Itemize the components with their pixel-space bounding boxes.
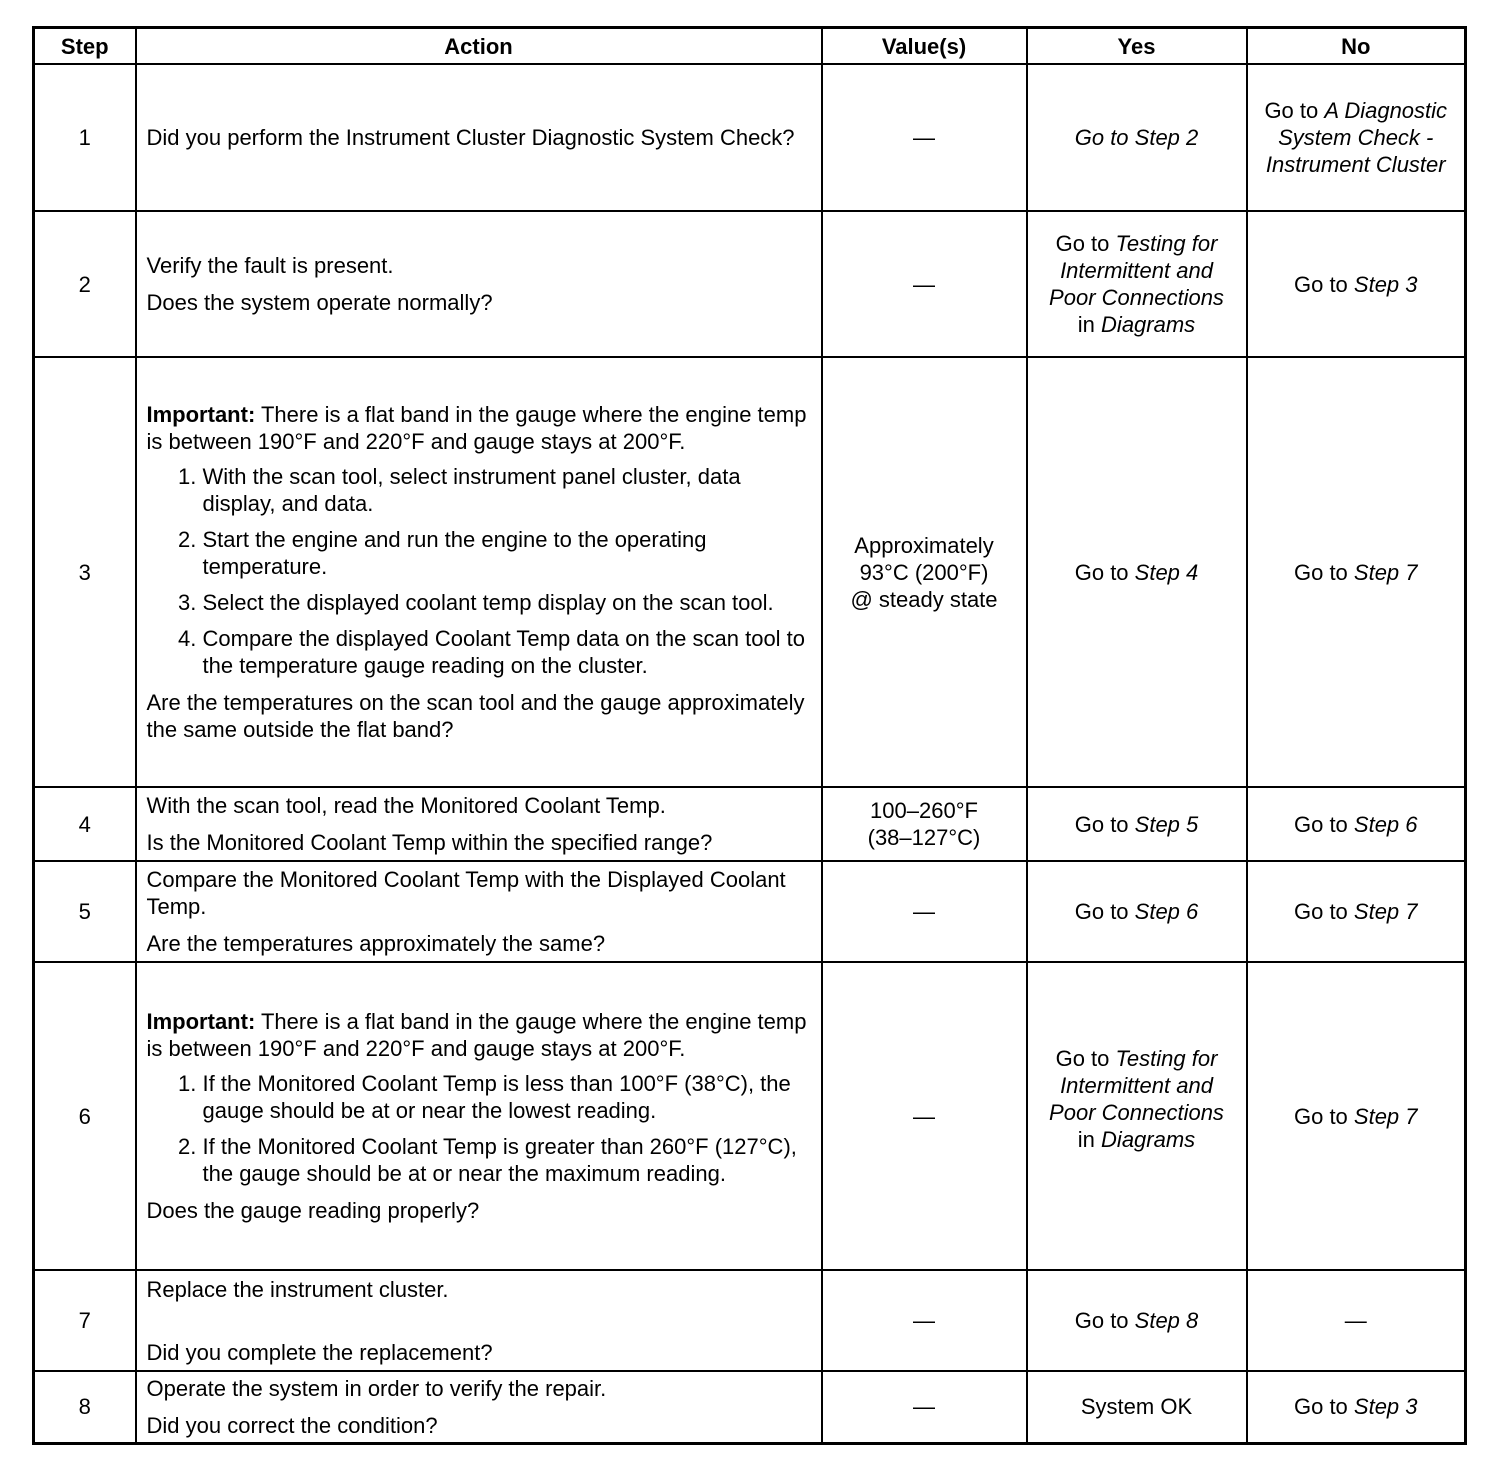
no-prefix: Go to — [1293, 271, 1354, 297]
action-cell — [136, 1371, 822, 1443]
important-note — [147, 1008, 811, 1062]
important-note — [147, 401, 811, 455]
value-cell: — — [822, 211, 1027, 357]
no-link[interactable]: Step 7 — [1353, 559, 1418, 585]
action-text: Compare the Monitored Coolant Temp with the Displayed Coolant Temp. — [146, 867, 786, 919]
action-question: Did you complete the replacement? — [146, 1339, 493, 1365]
step-number: 7 — [34, 1270, 136, 1371]
procedure-list — [147, 1070, 811, 1187]
no-prefix: Go to — [1293, 559, 1354, 585]
yes-link[interactable]: Testing for Intermittent and Poor Connections — [1049, 231, 1224, 310]
value-cell — [822, 787, 1027, 861]
important-label: Important: — [146, 1009, 256, 1034]
header-values: Value(s) — [822, 28, 1027, 65]
no-link[interactable]: Step 6 — [1353, 811, 1418, 837]
yes-prefix: Go to — [1074, 811, 1135, 837]
value-cell: — — [822, 64, 1027, 211]
no-cell — [1247, 861, 1466, 962]
value-cell: — — [822, 1371, 1027, 1443]
yes-mid: in — [1077, 312, 1102, 337]
yes-link[interactable]: Testing for Intermittent and Poor Connections — [1049, 1046, 1224, 1125]
table-row-step-3 — [34, 357, 1466, 787]
step-number: 4 — [34, 787, 136, 861]
header-no: No — [1247, 28, 1466, 65]
header-yes: Yes — [1027, 28, 1247, 65]
action-question: Are the temperatures approximately the same? — [146, 931, 606, 956]
procedure-list — [147, 463, 811, 679]
yes-cell — [1027, 861, 1247, 962]
no-prefix: Go to — [1293, 899, 1354, 924]
action-cell — [136, 64, 822, 211]
yes-cell — [1027, 787, 1247, 861]
action-text: Verify the fault is present. — [146, 253, 394, 278]
value-line: Approximately — [854, 532, 994, 558]
yes-cell — [1027, 1270, 1247, 1371]
yes-link[interactable]: Step 5 — [1134, 811, 1199, 837]
action-question: Is the Monitored Coolant Temp within the specified range? — [146, 830, 713, 855]
no-link[interactable]: A Diagnostic System Check - Instrument Cluster — [1265, 98, 1448, 177]
table-row-step-7 — [34, 1270, 1466, 1371]
table-row-step-8 — [34, 1371, 1466, 1443]
value-line: 100–260°F — [870, 798, 978, 823]
important-text: There is a flat band in the gauge where the engine temp is between 190°F and 220°F and gauge stays at 200°F. — [146, 402, 807, 454]
table-row-step-2 — [34, 211, 1466, 357]
step-number: 2 — [34, 211, 136, 357]
no-link[interactable]: Step 7 — [1353, 899, 1418, 924]
step-number: 8 — [34, 1371, 136, 1443]
no-prefix: Go to — [1293, 1394, 1354, 1420]
value-cell: — — [822, 1270, 1027, 1371]
step-number: 1 — [34, 64, 136, 211]
yes-prefix: Go to — [1074, 1308, 1135, 1333]
list-item: 4. Compare the displayed Coolant Temp data on the scan tool to the temperature gauge reading on the cluster. — [203, 625, 811, 679]
value-line: (38–127°C) — [867, 825, 981, 850]
yes-link[interactable]: Step 4 — [1134, 559, 1199, 585]
yes-link-diagrams[interactable]: Diagrams — [1101, 312, 1196, 337]
action-cell — [136, 211, 822, 357]
action-text: With the scan tool, read the Monitored Coolant Temp. — [146, 793, 666, 818]
yes-link[interactable]: Go to Step 2 — [1074, 125, 1199, 150]
no-cell — [1247, 787, 1466, 861]
yes-cell — [1027, 211, 1247, 357]
action-cell — [136, 861, 822, 962]
important-label: Important: — [146, 402, 256, 427]
header-row — [34, 28, 1466, 65]
step-number: 6 — [34, 962, 136, 1270]
no-cell — [1247, 211, 1466, 357]
list-item: 2. Start the engine and run the engine to the operating temperature. — [203, 526, 811, 580]
action-text: Operate the system in order to verify the repair. — [146, 1375, 607, 1401]
yes-mid: in — [1077, 1127, 1102, 1152]
important-text: There is a flat band in the gauge where the engine temp is between 190°F and 220°F and gauge stays at 200°F. — [146, 1009, 807, 1061]
value-cell: — — [822, 962, 1027, 1270]
yes-cell — [1027, 64, 1247, 211]
yes-prefix: Go to — [1055, 231, 1116, 256]
action-text: Replace the instrument cluster. — [146, 1276, 449, 1302]
no-cell — [1247, 1371, 1466, 1443]
yes-cell — [1027, 962, 1247, 1270]
yes-prefix: Go to — [1074, 899, 1135, 924]
no-cell — [1247, 357, 1466, 787]
yes-link[interactable]: Step 6 — [1134, 899, 1199, 924]
list-item: 3. Select the displayed coolant temp display on the scan tool. — [203, 589, 811, 616]
step-number: 3 — [34, 357, 136, 787]
action-question: Did you correct the condition? — [146, 1412, 438, 1438]
table-row-step-6 — [34, 962, 1466, 1270]
action-question: Does the gauge reading properly? — [146, 1198, 480, 1223]
no-link[interactable]: Step 7 — [1353, 1103, 1418, 1129]
no-cell — [1247, 962, 1466, 1270]
no-prefix: Go to — [1264, 98, 1325, 123]
list-item: 1. If the Monitored Coolant Temp is less than 100°F (38°C), the gauge should be at or near the lowest reading. — [203, 1070, 811, 1124]
header-step: Step — [34, 28, 136, 65]
action-cell — [136, 357, 822, 787]
table-row-step-5 — [34, 861, 1466, 962]
list-item: 2. If the Monitored Coolant Temp is greater than 260°F (127°C), the gauge should be at or near the maximum reading. — [203, 1133, 811, 1187]
no-prefix: Go to — [1293, 811, 1354, 837]
yes-link-diagrams[interactable]: Diagrams — [1101, 1127, 1196, 1152]
step-number: 5 — [34, 861, 136, 962]
value-cell: — — [822, 861, 1027, 962]
no-link[interactable]: Step 3 — [1353, 1394, 1418, 1420]
table-row-step-1 — [34, 64, 1466, 211]
no-cell: — — [1247, 1270, 1466, 1371]
yes-cell — [1027, 357, 1247, 787]
action-text: Did you perform the Instrument Cluster Diagnostic System Check? — [146, 125, 795, 150]
yes-link[interactable]: Step 8 — [1134, 1308, 1199, 1333]
no-cell — [1247, 64, 1466, 211]
value-line: @ steady state — [850, 586, 998, 612]
no-prefix: Go to — [1293, 1103, 1354, 1129]
table-row-step-4 — [34, 787, 1466, 861]
diagnostic-table — [32, 26, 1467, 1445]
value-line: 93°C (200°F) — [859, 559, 989, 585]
no-link[interactable]: Step 3 — [1353, 271, 1418, 297]
action-cell — [136, 787, 822, 861]
action-question: Are the temperatures on the scan tool and the gauge approximately the same outside the flat band? — [146, 690, 805, 742]
header-action: Action — [136, 28, 822, 65]
yes-prefix: Go to — [1074, 559, 1135, 585]
action-cell — [136, 962, 822, 1270]
list-item: 1. With the scan tool, select instrument panel cluster, data display, and data. — [203, 463, 811, 517]
action-cell — [136, 1270, 822, 1371]
action-question: Does the system operate normally? — [146, 290, 493, 315]
yes-prefix: Go to — [1055, 1046, 1116, 1071]
value-cell — [822, 357, 1027, 787]
yes-cell: System OK — [1027, 1371, 1247, 1443]
